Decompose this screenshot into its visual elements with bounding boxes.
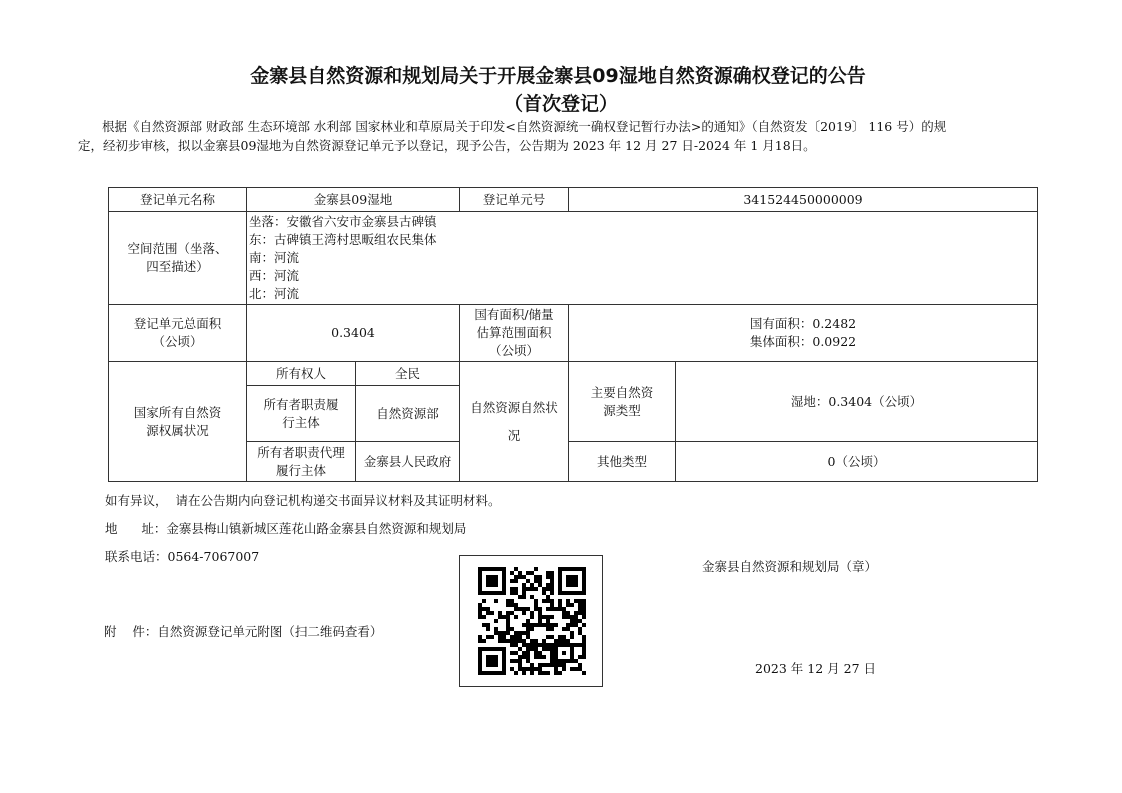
space-north-line: 北：河流 xyxy=(249,286,300,301)
space-west-line: 西：河流 xyxy=(249,268,300,283)
ownership-label xyxy=(109,362,247,482)
state-area-values xyxy=(569,305,1038,362)
duty-subject-label xyxy=(247,386,356,442)
space-scope-value xyxy=(247,212,1038,305)
registration-table xyxy=(108,187,1038,482)
ownership-label-text: 国家所有自然资源权属状况 xyxy=(133,404,222,438)
issuing-agency: 金寨县自然资源和规划局（章） xyxy=(702,559,878,574)
main-type-label xyxy=(569,362,676,442)
objection-note: 如有异议， 请在公告期内向登记机构递交书面异议材料及其证明材料。 xyxy=(105,493,501,508)
unit-name-label: 登记单元名称 xyxy=(109,188,247,212)
total-area-value: 0.3404 xyxy=(247,305,460,362)
unit-name-value: 金寨县09湿地 xyxy=(247,188,460,212)
duty-subject-value: 自然资源部 xyxy=(356,386,460,442)
space-scope-label-text: 空间范围（坐落、四至描述） xyxy=(127,241,228,274)
state-area-label-text: 国有面积/储量估算范围面积（公顷） xyxy=(474,307,554,358)
owner-label: 所有权人 xyxy=(247,362,356,386)
space-location-line: 坐落：安徽省六安市金寨县古碑镇 xyxy=(249,214,437,229)
total-area-label xyxy=(109,305,247,362)
other-type-value: 0（公顷） xyxy=(676,442,1038,482)
nature-status-label xyxy=(460,362,569,482)
space-east-line: 东：古碑镇王湾村思畈组农民集体 xyxy=(249,232,437,247)
notice-intro: 根据《自然资源部 财政部 生态环境部 水利部 国家林业和草原局关于印发<自然资源统一确权登记暂行办法>的通知》（自然资发〔2019〕 116 号）的规定，经初步审核，拟以金寨县09湿地为自然资源登记单元予以登记，现予公告，公告期为 2023 年 12 月 27 日-2024 年 1 月18日。 xyxy=(78,119,947,153)
main-type-label-text: 主要自然资源类型 xyxy=(590,384,654,418)
unit-no-value: 341524450000009 xyxy=(569,188,1038,212)
phone-line: 联系电话：0564-7067007 xyxy=(105,549,260,564)
owner-value: 全民 xyxy=(356,362,460,386)
address-line: 地 址：金寨县梅山镇新城区莲花山路金寨县自然资源和规划局 xyxy=(105,521,467,536)
state-area-label xyxy=(460,305,569,362)
attachment-line: 附 件：自然资源登记单元附图（扫二维码查看） xyxy=(104,624,383,639)
qr-code[interactable] xyxy=(478,567,586,675)
space-south-line: 南：河流 xyxy=(249,250,300,265)
unit-no-label: 登记单元号 xyxy=(460,188,569,212)
nature-status-label-text: 自然资源自然状况 xyxy=(470,399,558,443)
agent-subject-label xyxy=(247,442,356,482)
agent-subject-label-text: 所有者职责代理履行主体 xyxy=(257,444,345,478)
notice-date: 2023 年 12 月 27 日 xyxy=(755,661,876,676)
agent-subject-value: 金寨县人民政府 xyxy=(356,442,460,482)
main-type-value: 湿地：0.3404（公顷） xyxy=(676,362,1038,442)
total-area-label-text: 登记单元总面积（公顷） xyxy=(133,316,222,349)
state-area-value: 国有面积：0.2482 xyxy=(749,316,857,331)
notice-title: 金寨县自然资源和规划局关于开展金寨县09湿地自然资源确权登记的公告 xyxy=(250,65,866,87)
collective-area-value: 集体面积：0.0922 xyxy=(749,334,857,349)
qr-code-frame xyxy=(459,555,603,687)
other-type-label: 其他类型 xyxy=(569,442,676,482)
duty-subject-label-text: 所有者职责履行主体 xyxy=(263,396,339,430)
space-scope-label xyxy=(109,212,247,305)
notice-subtitle: （首次登记） xyxy=(503,93,618,115)
